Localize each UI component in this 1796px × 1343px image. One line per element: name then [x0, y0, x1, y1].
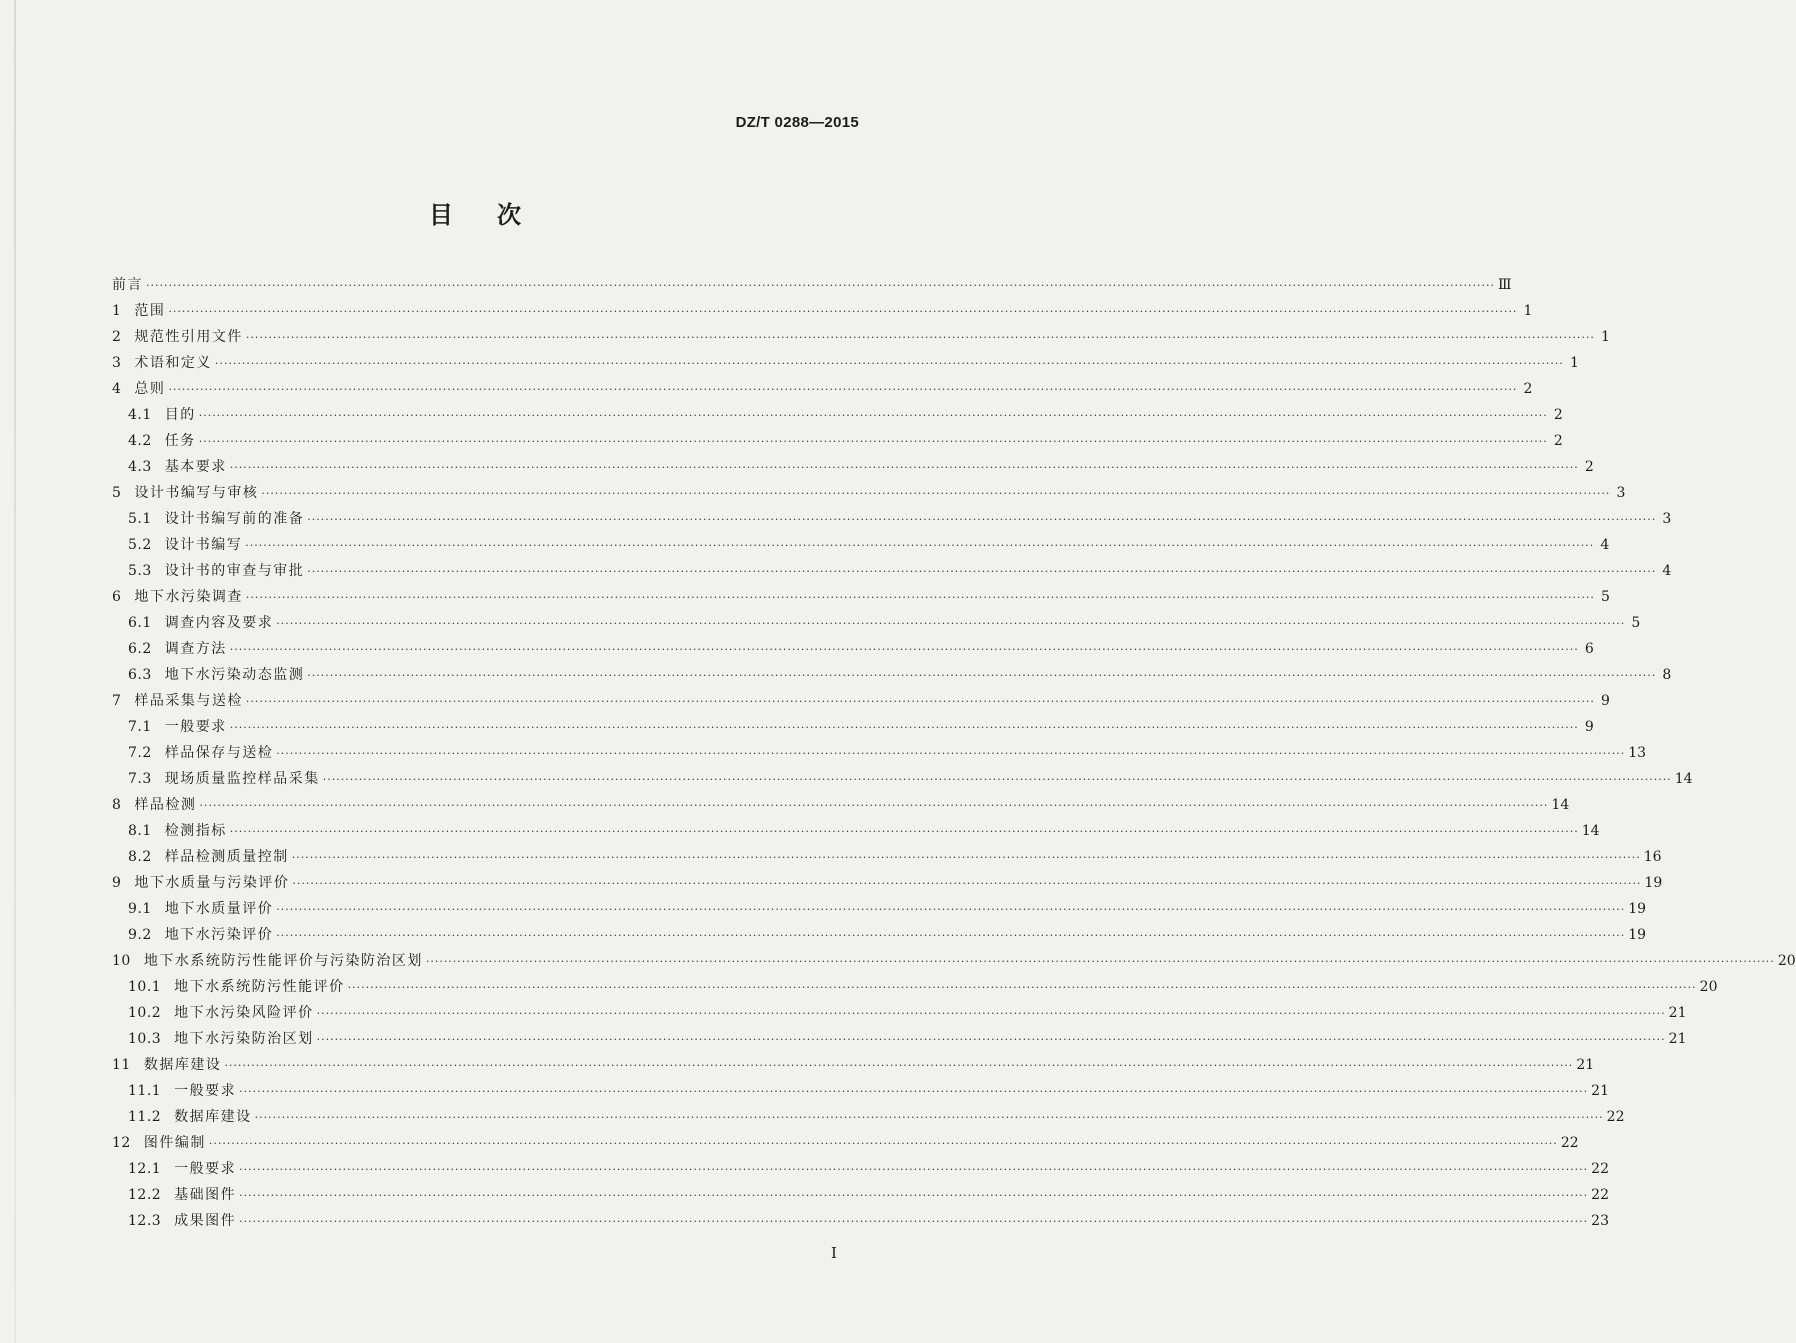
toc-dot-leader: ············································································································································································································································································································	[276, 929, 1626, 942]
toc-entry-number: 7	[112, 693, 122, 709]
toc-entry-number: 8	[112, 797, 122, 813]
toc-entry-page: 22	[1560, 1135, 1579, 1151]
toc-entry-number: 7.3	[128, 771, 152, 787]
toc-entry-page: 1	[1523, 303, 1533, 319]
toc-entry-page: 4	[1662, 563, 1672, 579]
toc-entry-number: 9	[112, 875, 122, 891]
toc-entry[interactable]	[112, 610, 1641, 636]
toc-entry-title: 样品检测	[134, 797, 197, 813]
toc-entry-page: Ⅲ	[1497, 277, 1512, 293]
toc-entry[interactable]	[112, 454, 1594, 480]
toc-entry-number: 12.3	[128, 1213, 162, 1229]
toc-entry[interactable]	[112, 922, 1647, 948]
toc-entry-title: 调查方法	[164, 641, 227, 657]
toc-entry-title: 地下水污染调查	[134, 589, 243, 605]
toc-dot-leader: ············································································································································································································································································································	[292, 877, 1642, 890]
toc-entry[interactable]	[112, 636, 1594, 662]
toc-dot-leader: ············································································································································································································································································································	[224, 1059, 1574, 1072]
toc-entry[interactable]	[112, 480, 1626, 506]
toc-entry-title: 地下水污染防治区划	[174, 1031, 314, 1047]
toc-entry-title: 地下水系统防污性能评价	[174, 979, 345, 995]
toc-entry-title: 地下水质量评价	[164, 901, 274, 917]
toc-entry-number: 8.1	[128, 823, 152, 839]
toc-entry[interactable]	[112, 792, 1570, 818]
toc-entry-number: 12	[112, 1135, 131, 1151]
toc-entry[interactable]	[112, 1078, 1609, 1104]
toc-entry-page: 22	[1591, 1187, 1609, 1203]
toc-dot-leader: ············································································································································································································································································································	[307, 513, 1657, 526]
toc-entry-page: 9	[1600, 693, 1610, 709]
toc-dot-leader: ············································································································································································································································································································	[229, 461, 1579, 474]
toc-entry-page: 14	[1551, 797, 1570, 813]
toc-entry[interactable]	[112, 584, 1610, 610]
toc-dot-leader: ············································································································································································································································································································	[276, 747, 1626, 760]
toc-entry-title: 样品检测质量控制	[164, 849, 289, 865]
toc-dot-leader: ············································································································································································································································································································	[239, 1189, 1589, 1202]
toc-entry-title: 检测指标	[164, 823, 227, 839]
toc-entry-title: 样品保存与送检	[164, 745, 274, 761]
toc-entry-title: 现场质量监控样品采集	[164, 771, 320, 787]
toc-entry-title: 数据库建设	[174, 1109, 252, 1125]
toc-entry[interactable]	[112, 714, 1594, 740]
toc-dot-leader: ············································································································································································································································································································	[168, 305, 1518, 318]
toc-entry-page: 1	[1600, 329, 1610, 345]
toc-entry-page: 8	[1662, 667, 1672, 683]
toc-dot-leader: ············································································································································································································································································································	[146, 279, 1495, 292]
toc-entry-number: 4.1	[128, 407, 152, 423]
toc-entry-number: 10.3	[128, 1031, 162, 1047]
toc-entry-title: 地下水系统防污性能评价与污染防治区划	[143, 953, 423, 969]
toc-dot-leader: ············································································································································································································································································································	[245, 539, 1595, 552]
toc-dot-leader: ············································································································································································································································································································	[199, 799, 1549, 812]
toc-dot-leader: ············································································································································································································································································································	[254, 1111, 1604, 1124]
toc-entry-number: 10	[112, 953, 131, 969]
toc-entry-page: 5	[1600, 589, 1610, 605]
toc-dot-leader: ············································································································································································································································································································	[229, 643, 1579, 656]
toc-entry[interactable]	[112, 532, 1610, 558]
toc-entry[interactable]	[112, 818, 1600, 844]
toc-dot-leader: ············································································································································································································································································································	[229, 825, 1579, 838]
toc-entry-number: 12.1	[128, 1161, 162, 1177]
toc-entry-title: 一般要求	[174, 1161, 237, 1177]
toc-dot-leader: ············································································································································································································································································································	[245, 331, 1595, 344]
toc-entry-title: 范围	[134, 303, 166, 319]
toc-entry-number: 6.2	[128, 641, 152, 657]
toc-entry[interactable]	[112, 272, 1512, 298]
toc-entry[interactable]	[112, 948, 1796, 974]
toc-entry[interactable]	[112, 1026, 1687, 1052]
toc-dot-leader: ············································································································································································································································································································	[198, 409, 1548, 422]
toc-entry[interactable]	[112, 974, 1718, 1000]
toc-entry-title: 地下水污染评价	[164, 927, 274, 943]
toc-entry[interactable]	[112, 740, 1647, 766]
toc-entry-number: 11.1	[128, 1083, 162, 1099]
toc-entry-title: 设计书的审查与审批	[164, 563, 305, 579]
toc-entry[interactable]	[112, 766, 1693, 792]
toc-entry-title: 前言	[112, 277, 143, 293]
toc-entry-title: 基本要求	[164, 459, 227, 475]
toc-entry[interactable]	[112, 428, 1563, 454]
toc-entry-page: 21	[1668, 1005, 1687, 1021]
toc-entry-number: 4.3	[128, 459, 152, 475]
toc-entry[interactable]	[112, 324, 1610, 350]
toc-entry[interactable]	[112, 1130, 1579, 1156]
toc-entry-title: 术语和定义	[134, 355, 212, 371]
toc-entry-title: 地下水污染动态监测	[164, 667, 305, 683]
toc-entry-title: 调查内容及要求	[164, 615, 274, 631]
toc-entry-number: 5.2	[128, 537, 152, 553]
toc-entry-page: 2	[1523, 381, 1533, 397]
toc-entry-title: 规范性引用文件	[134, 329, 243, 345]
toc-entry[interactable]	[112, 870, 1663, 896]
toc-entry-number: 6.3	[128, 667, 152, 683]
toc-dot-leader: ············································································································································································································································································································	[347, 981, 1697, 994]
toc-dot-leader: ············································································································································································································································································································	[316, 1007, 1666, 1020]
toc-dot-leader: ············································································································································································································································································································	[245, 695, 1595, 708]
toc-entry[interactable]	[112, 376, 1533, 402]
toc-entry-title: 图件编制	[143, 1135, 206, 1151]
page-title: 目次	[429, 201, 565, 229]
toc-entry-title: 一般要求	[174, 1083, 237, 1099]
toc-entry-number: 8.2	[128, 849, 152, 865]
toc-entry-number: 2	[112, 329, 122, 345]
toc-entry-number: 12.2	[128, 1187, 162, 1203]
toc-dot-leader: ············································································································································································································································································································	[214, 357, 1564, 370]
toc-entry-page: 1	[1569, 355, 1579, 371]
toc-entry-page: 3	[1616, 485, 1626, 501]
toc-entry-page: 9	[1584, 719, 1594, 735]
toc-entry-page: 22	[1591, 1161, 1609, 1177]
toc-dot-leader: ············································································································································································································································································································	[276, 903, 1626, 916]
toc-entry[interactable]	[112, 662, 1672, 688]
toc-dot-leader: ············································································································································································································································································································	[307, 669, 1657, 682]
toc-dot-leader: ············································································································································································································································································································	[276, 617, 1626, 630]
toc-entry[interactable]	[112, 688, 1610, 714]
toc-entry-number: 1	[112, 303, 122, 319]
toc-entry-page: 6	[1584, 641, 1594, 657]
toc-entry-page: 23	[1591, 1213, 1609, 1229]
toc-dot-leader: ············································································································································································································································································································	[316, 1033, 1666, 1046]
toc-entry-page: 19	[1644, 875, 1663, 891]
toc-entry-title: 成果图件	[174, 1213, 237, 1229]
toc-entry-page: 2	[1584, 459, 1594, 475]
toc-entry-title: 设计书编写前的准备	[164, 511, 305, 527]
toc-entry-number: 9.1	[128, 901, 152, 917]
toc-dot-leader: ············································································································································································································································································································	[425, 955, 1775, 968]
toc-entry[interactable]	[112, 844, 1662, 870]
page-number: I	[831, 1244, 837, 1262]
toc-entry-number: 10.1	[128, 979, 162, 995]
toc-entry-title: 地下水污染风险评价	[174, 1005, 314, 1021]
toc-entry[interactable]	[112, 896, 1647, 922]
toc-entry-title: 基础图件	[174, 1187, 237, 1203]
toc-dot-leader: ············································································································································································································································································································	[307, 565, 1657, 578]
toc-entry-title: 任务	[164, 433, 196, 449]
toc-entry-page: 21	[1591, 1083, 1609, 1099]
document-code: DZ/T 0288—2015	[735, 114, 859, 131]
table-of-contents	[112, 272, 1796, 1234]
toc-entry-number: 3	[112, 355, 122, 371]
toc-dot-leader: ············································································································································································································································································································	[239, 1085, 1589, 1098]
toc-entry[interactable]	[112, 1182, 1609, 1208]
toc-entry-page: 20	[1777, 953, 1796, 969]
toc-entry-page: 21	[1668, 1031, 1687, 1047]
toc-entry-page: 5	[1631, 615, 1641, 631]
toc-entry-title: 目的	[164, 407, 196, 423]
toc-entry[interactable]	[112, 1104, 1625, 1130]
toc-entry[interactable]	[112, 1156, 1609, 1182]
toc-dot-leader: ············································································································································································································································································································	[261, 487, 1611, 500]
toc-entry-number: 5.1	[128, 511, 152, 527]
toc-entry-page: 3	[1662, 511, 1672, 527]
toc-dot-leader: ············································································································································································································································································································	[245, 591, 1595, 604]
toc-entry[interactable]	[112, 1000, 1687, 1026]
toc-entry-number: 7.2	[128, 745, 152, 761]
toc-dot-leader: ············································································································································································································································································································	[198, 435, 1548, 448]
toc-entry-number: 11.2	[128, 1109, 162, 1125]
toc-entry-number: 6	[112, 589, 122, 605]
toc-entry[interactable]	[112, 1208, 1609, 1234]
toc-entry-page: 14	[1674, 771, 1693, 787]
toc-entry-page: 14	[1581, 823, 1600, 839]
toc-entry-page: 21	[1576, 1057, 1595, 1073]
toc-entry-number: 7.1	[128, 719, 152, 735]
toc-dot-leader: ············································································································································································································································································································	[322, 773, 1672, 786]
toc-dot-leader: ············································································································································································································································································································	[208, 1137, 1558, 1150]
toc-entry-page: 22	[1606, 1109, 1625, 1125]
toc-entry-title: 设计书编写与审核	[134, 485, 259, 501]
toc-entry-page: 20	[1699, 979, 1718, 995]
toc-entry[interactable]	[112, 350, 1579, 376]
toc-entry-number: 4.2	[128, 433, 152, 449]
toc-entry-number: 9.2	[128, 927, 152, 943]
toc-entry[interactable]	[112, 506, 1672, 532]
toc-entry-number: 5.3	[128, 563, 152, 579]
toc-dot-leader: ············································································································································································································································································································	[239, 1163, 1589, 1176]
toc-entry[interactable]	[112, 298, 1533, 324]
toc-entry-page: 4	[1600, 537, 1610, 553]
toc-entry-page: 19	[1628, 927, 1647, 943]
toc-entry-page: 2	[1553, 407, 1563, 423]
toc-dot-leader: ············································································································································································································································································································	[239, 1215, 1589, 1228]
toc-entry-page: 16	[1643, 849, 1662, 865]
toc-entry-page: 13	[1628, 745, 1647, 761]
toc-dot-leader: ············································································································································································································································································································	[229, 721, 1579, 734]
toc-entry-title: 一般要求	[164, 719, 227, 735]
toc-entry-number: 5	[112, 485, 122, 501]
toc-entry[interactable]	[112, 558, 1672, 584]
toc-entry-number: 6.1	[128, 615, 152, 631]
toc-entry-title: 数据库建设	[143, 1057, 222, 1073]
toc-entry[interactable]	[112, 1052, 1595, 1078]
toc-entry-number: 4	[112, 381, 122, 397]
toc-entry[interactable]	[112, 402, 1563, 428]
toc-entry-number: 11	[112, 1057, 131, 1073]
toc-entry-page: 2	[1553, 433, 1563, 449]
toc-entry-title: 地下水质量与污染评价	[134, 875, 290, 891]
toc-dot-leader: ············································································································································································································································································································	[168, 383, 1518, 396]
toc-entry-title: 设计书编写	[164, 537, 243, 553]
toc-entry-number: 10.2	[128, 1005, 162, 1021]
toc-dot-leader: ············································································································································································································································································································	[291, 851, 1641, 864]
toc-entry-title: 样品采集与送检	[134, 693, 243, 709]
toc-entry-title: 总则	[134, 381, 166, 397]
toc-entry-page: 19	[1628, 901, 1647, 917]
